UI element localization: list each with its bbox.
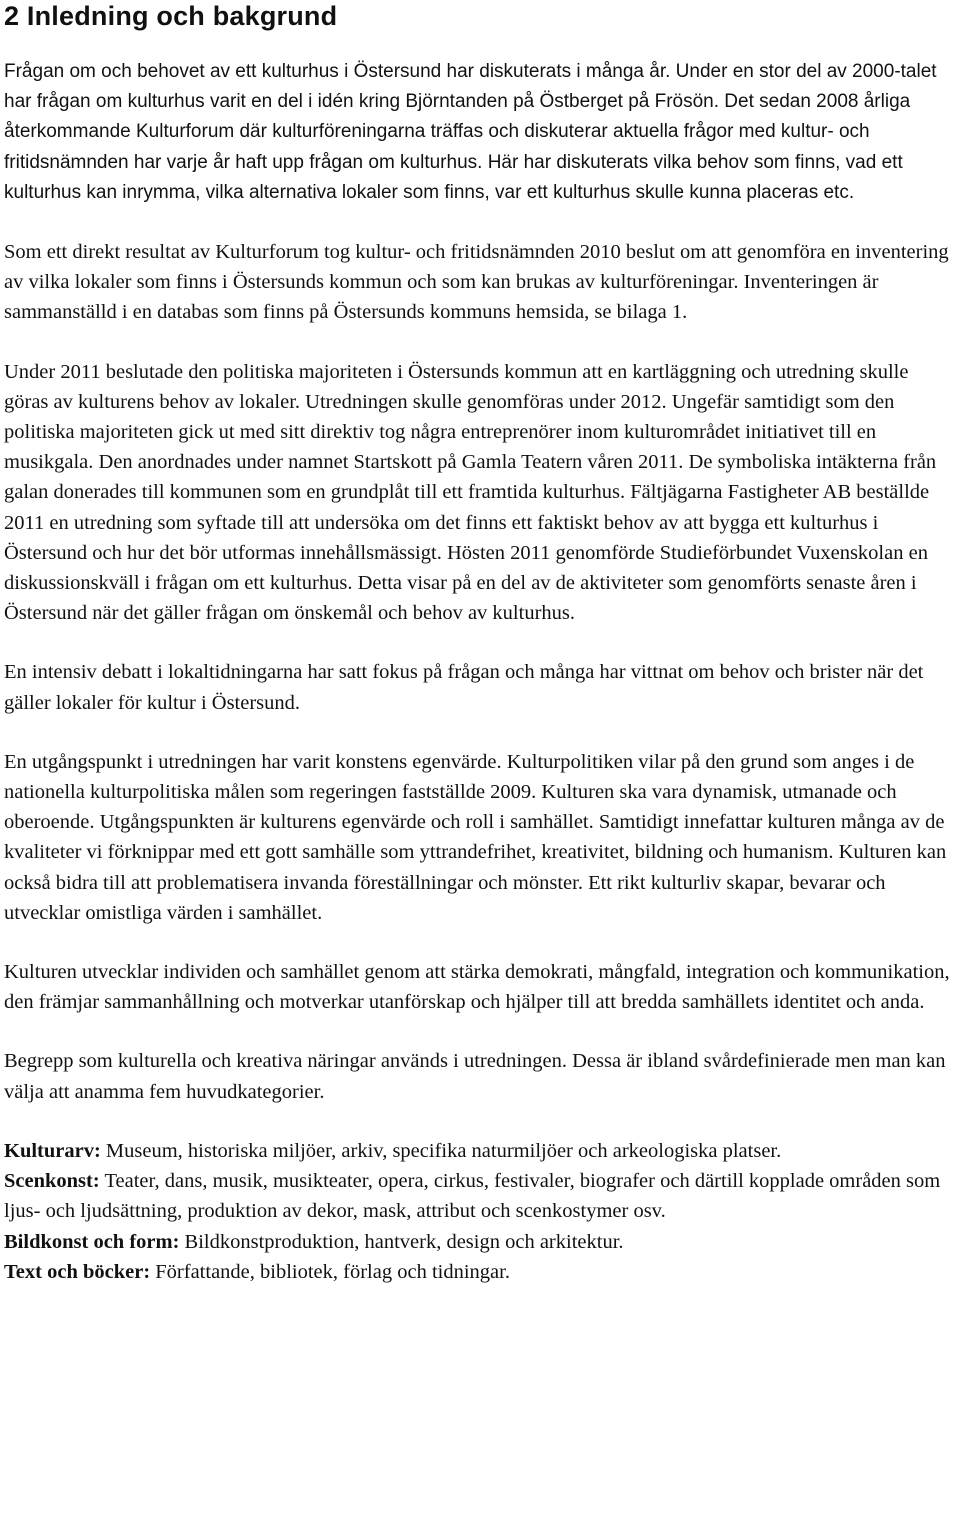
category-item	[4, 1257, 956, 1287]
category-text: Teater, dans, musik, musikteater, opera, cirkus, festivaler, biografer och därtill kopplade områden som ljus- och ljudsättning, produktion av dekor, mask, attribut och scenkostymer osv.	[4, 1170, 941, 1223]
paragraph-starting-point: En utgångspunkt i utredningen har varit konstens egenvärde. Kulturpolitiken vilar på den grund som anges i de nationella kulturpolitiska målen som regeringen fastställde 2009. Kulturen ska vara dynamisk, utmanade och oberoende. Utgångspunkten är kulturens egenvärde och roll i samhället. Samtidigt innefattar kulturen många av de kvaliteter vi förknippar med ett gott samhälle som yttrandefrihet, kreativitet, bildning och humanism. Kulturen kan också bidra till att problematisera invanda föreställningar och mönster. Ett rikt kulturliv skapar, bevarar och utvecklar omistliga värden i samhället.	[4, 750, 947, 924]
paragraph-concepts: Begrepp som kulturella och kreativa näringar används i utredningen. Dessa är ibland svårdefinierade men man kan välja att anamma fem huvudkategorier.	[4, 1050, 946, 1103]
section-heading: 2 Inledning och bakgrund	[4, 1, 338, 31]
category-text: Bildkonstproduktion, hantverk, design och arkitektur.	[179, 1230, 624, 1253]
paragraph-debate: En intensiv debatt i lokaltidningarna har satt fokus på frågan och många har vittnat om behov och brister när det gäller lokaler för kultur i Östersund.	[4, 661, 924, 714]
category-label: Kulturarv:	[4, 1139, 101, 1162]
category-list	[4, 1136, 956, 1287]
category-text: Museum, historiska miljöer, arkiv, specifika naturmiljöer och arkeologiska platser.	[100, 1139, 782, 1162]
paragraph-survey: Under 2011 beslutade den politiska majoriteten i Östersunds kommun att en kartläggning och utredning skulle göras av kulturens behov av lokaler. Utredningen skulle genomföras under 2012. Ungefär samtidigt som den politiska majoriteten gick ut med sitt direktiv tog några entreprenörer inom kulturområdet initiativet till en musikgala. Den anordnades under namnet Startskott på Gamla Teatern våren 2011. De symboliska intäkterna från galan donerades till kommunen som en grundplåt till ett framtida kulturhus. Fältjägarna Fastigheter AB beställde 2011 en utredning som syftade till att undersöka om det finns ett faktiskt behov av att bygga ett kulturhus i Östersund och hur det bör utformas innehållsmässigt. Hösten 2011 genomförde Studieförbundet Vuxenskolan en diskussionskväll i frågan om ett kulturhus. Detta visar på en del av de aktiviteter som genomförts senaste åren i Östersund när det gäller frågan om önskemål och behov av kulturhus.	[4, 360, 937, 625]
paragraph-inventory: Som ett direkt resultat av Kulturforum tog kultur- och fritidsnämnden 2010 beslut om att genomföra en inventering av vilka lokaler som finns i Östersunds kommun och som kan brukas av kulturföreningar. Inventeringen är sammanställd i en databas som finns på Östersunds kommuns hemsida, se bilaga 1.	[4, 241, 949, 324]
category-label: Bildkonst och form:	[4, 1230, 180, 1253]
paragraph-background: Frågan om och behovet av ett kulturhus i Östersund har diskuterats i många år. Under en stor del av 2000-talet har frågan om kulturhus varit en del i idén kring Björntanden på Östberget på Frösön. Det sedan 2008 årliga återkommande Kulturforum där kulturföreningarna träffas och diskuterar aktuella frågor med kultur- och fritidsnämnden har varje år haft upp frågan om kulturhus. Här har diskuterats vilka behov som finns, vad ett kulturhus kan inrymma, vilka alternativa lokaler som finns, var ett kulturhus skulle kunna placeras etc.	[4, 61, 937, 203]
category-item	[4, 1166, 956, 1226]
category-label: Scenkonst:	[4, 1170, 100, 1193]
category-label: Text och böcker:	[4, 1260, 151, 1283]
paragraph-culture-develops: Kulturen utvecklar individen och samhället genom att stärka demokrati, mångfald, integration och kommunikation, den främjar sammanhållning och motverkar utanförskap och hjälper till att bredda samhällets identitet och anda.	[4, 961, 950, 1014]
category-item	[4, 1136, 956, 1166]
category-text: Författande, bibliotek, förlag och tidningar.	[150, 1260, 510, 1283]
category-item	[4, 1227, 956, 1257]
